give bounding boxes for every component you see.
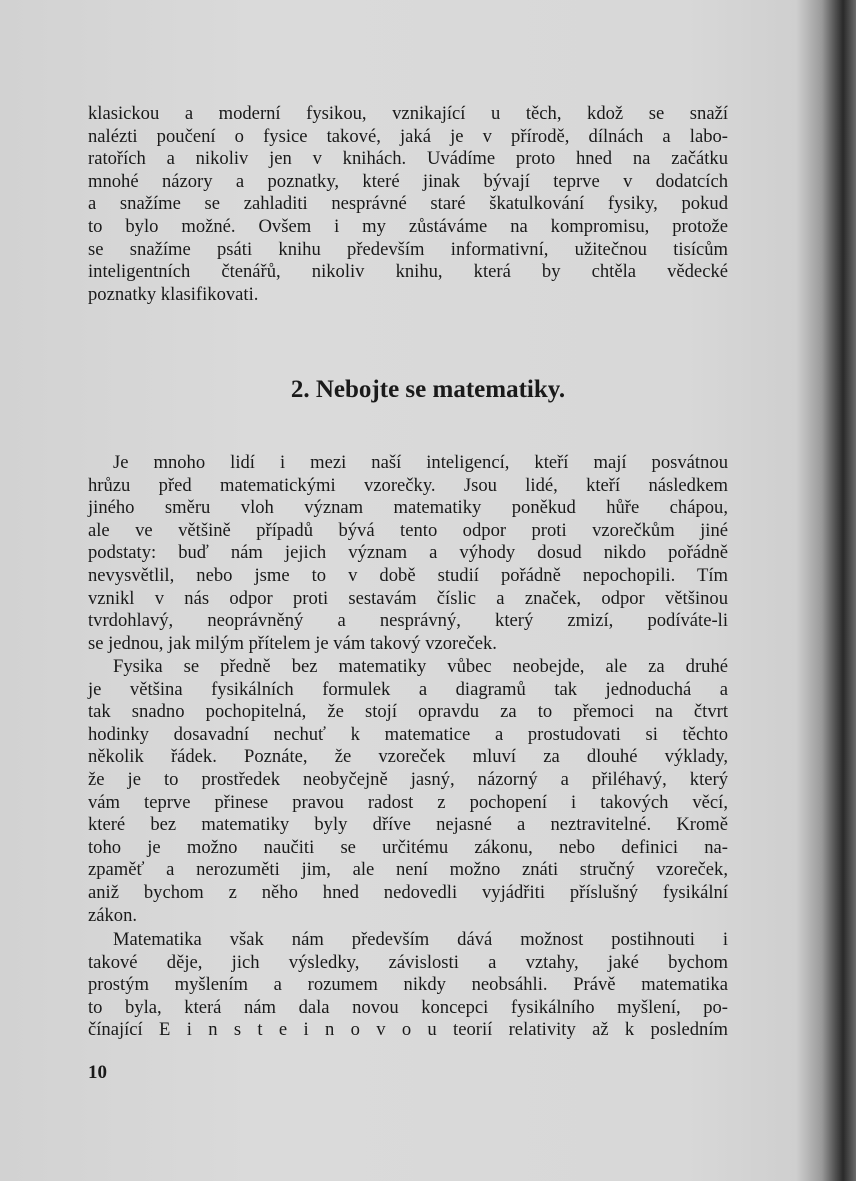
text-line: Matematika však nám především dává možnost postihnouti i: [113, 929, 728, 950]
text-line: nevysvětlil, nebo jsme to v době studií pořádně nepochopili. Tím: [88, 564, 728, 586]
text-line: několik řádek. Poznáte, že vzoreček mluví za dlouhé výklady,: [88, 746, 728, 768]
paragraph-intro-continued: [88, 103, 728, 306]
paragraph-fear-of-math: [88, 452, 728, 655]
text-line: klasickou a moderní fysikou, vznikající u těch, kdož se snaží: [88, 103, 728, 124]
text-line: se snažíme psáti knihu především informativní, užitečnou tisícům: [88, 238, 728, 260]
text-line: Fysika se předně bez matematiky vůbec neobejde, ale za druhé: [113, 656, 728, 677]
paragraph-math-concepts: [88, 929, 728, 1042]
text-line: se jednou, jak milým přítelem je vám takový vzoreček.: [88, 632, 497, 654]
text-line: to byla, která nám dala novou koncepci fysikálního myšlení, po-: [88, 996, 728, 1018]
text-line: takové děje, jich výsledky, závislosti a vztahy, jaké bychom: [88, 951, 728, 973]
text-line: že je to prostředek neobyčejně jasný, názorný a přiléhavý, který: [88, 768, 728, 790]
text-line: a snažíme se zahladiti nesprávné staré škatulkování fysiky, pokud: [88, 193, 728, 215]
text-line: toho je možno naučiti se určitému zákonu, nebo definici na-: [88, 836, 728, 858]
text-line: je většina fysikálních formulek a diagramů tak jednoduchá a: [88, 678, 728, 700]
section-heading: 2. Nebojte se matematiky.: [290, 376, 566, 403]
text-line: vám teprve přinese pravou radost z pochopení i takových věcí,: [88, 791, 728, 813]
text-line: hodinky dosavadní nechuť k matematice a prostudovati si těchto: [88, 723, 728, 745]
text-line: poznatky klasifikovati.: [88, 283, 259, 305]
text-line: mnohé názory a poznatky, které jinak bývají teprve v dodatcích: [88, 170, 728, 192]
text-line: jiného směru vloh význam matematiky poněkud hůře chápou,: [88, 497, 728, 519]
text-line: prostým myšlením a rozumem nikdy neobsáhli. Právě matematika: [88, 974, 728, 996]
text-line: to bylo možné. Ovšem i my zůstáváme na kompromisu, protože: [88, 215, 728, 237]
text-line: nalézti poučení o fysice takové, jaká je v přírodě, dílnách a labo-: [88, 125, 728, 147]
text-line: aniž bychom z něho hned nedovedli vyjádřiti příslušný fysikální: [88, 881, 728, 903]
paragraph-physics-needs-math: [88, 656, 728, 927]
text-line: hrůzu před matematickými vzorečky. Jsou lidé, kteří následkem: [88, 474, 728, 496]
text-line: ratořích a nikoliv jen v knihách. Uvádíme proto hned na začátku: [88, 148, 728, 170]
text-line: zpaměť a nerozuměti jim, ale není možno znáti stručný vzoreček,: [88, 859, 728, 881]
text-line: podstaty: buď nám jejich význam a výhody dosud nikdo pořádně: [88, 542, 728, 564]
text-line: tak snadno pochopitelná, že stojí opravdu za to přemoci na čtvrt: [88, 701, 728, 723]
text-line: vznikl v nás odpor proti sestavám číslic a značek, odpor většinou: [88, 587, 728, 609]
text-line: inteligentních čtenářů, nikoliv knihu, která by chtěla vědecké: [88, 261, 728, 283]
text-line: tvrdohlavý, neoprávněný a nesprávný, který zmizí, podíváte-li: [88, 610, 728, 632]
text-line: ale ve většině případů bývá tento odpor proti vzorečkům jiné: [88, 519, 728, 541]
text-line: zákon.: [88, 904, 138, 926]
text-line: Je mnoho lidí i mezi naší inteligencí, kteří mají posvátnou: [113, 452, 728, 473]
text-line: které bez matematiky byly dříve nejasné a neztravitelné. Kromě: [88, 814, 728, 836]
text-line: čínající E i n s t e i n o v o u teorií relativity až k posledním: [88, 1019, 728, 1041]
page-number: 10: [88, 1062, 107, 1083]
